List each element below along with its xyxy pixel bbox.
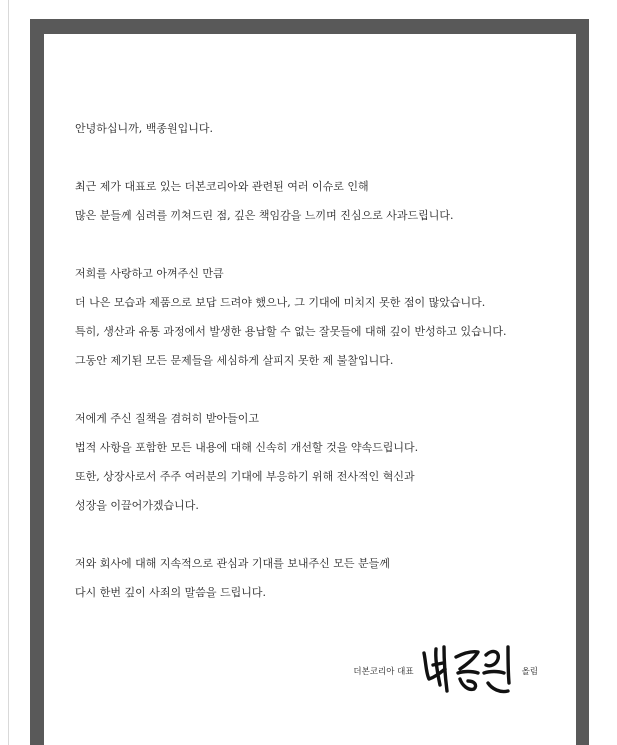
letter-line: 다시 한번 깊이 사죄의 말씀을 드립니다. [75, 586, 266, 599]
letter-line: 성장을 이끌어가겠습니다. [75, 499, 199, 512]
handwritten-signature [420, 639, 520, 697]
letter-closing [353, 638, 538, 698]
letter-line: 특히, 생산과 유통 과정에서 발생한 용납할 수 없는 잘못들에 대해 깊이 반성하고 있습니다. [75, 325, 507, 338]
letter-line: 저희를 사랑하고 아껴주신 만큼 [75, 267, 224, 280]
letter-line: 저에게 주신 질책을 겸허히 받아들이고 [75, 412, 260, 425]
paragraph-gap [75, 230, 570, 259]
page-left-border [8, 0, 9, 745]
closing-suffix: 올림 [521, 667, 538, 677]
letter-line: 법적 사항을 포함한 모든 내용에 대해 신속히 개선할 것을 약속드립니다. [75, 441, 419, 454]
letter-line: 최근 제가 대표로 있는 더본코리아와 관련된 여러 이슈로 인해 [75, 180, 369, 193]
ceo-title: 더본코리아 대표 [353, 667, 414, 677]
letter-line: 그동안 제기된 모든 문제들을 세심하게 살피지 못한 제 불찰입니다. [75, 354, 394, 367]
letter-line: 더 나은 모습과 제품으로 보답 드려야 했으나, 그 기대에 미치지 못한 점이 많았습니다. [75, 296, 486, 309]
letter-line: 많은 분들께 심려를 끼쳐드린 점, 깊은 책임감을 느끼며 진심으로 사과드립니다. [75, 209, 454, 222]
paragraph-gap [75, 375, 570, 404]
paragraph-gap [75, 520, 570, 549]
letter-line: 저와 회사에 대해 지속적으로 관심과 기대를 보내주신 모든 분들께 [75, 557, 390, 570]
letter-line: 또한, 상장사로서 주주 여러분의 기대에 부응하기 위해 전사적인 혁신과 [75, 470, 415, 483]
letter-body [75, 114, 570, 607]
paragraph-gap [75, 143, 570, 172]
letter-line: 안녕하십니까, 백종원입니다. [75, 122, 214, 135]
letter-paper [44, 34, 576, 745]
